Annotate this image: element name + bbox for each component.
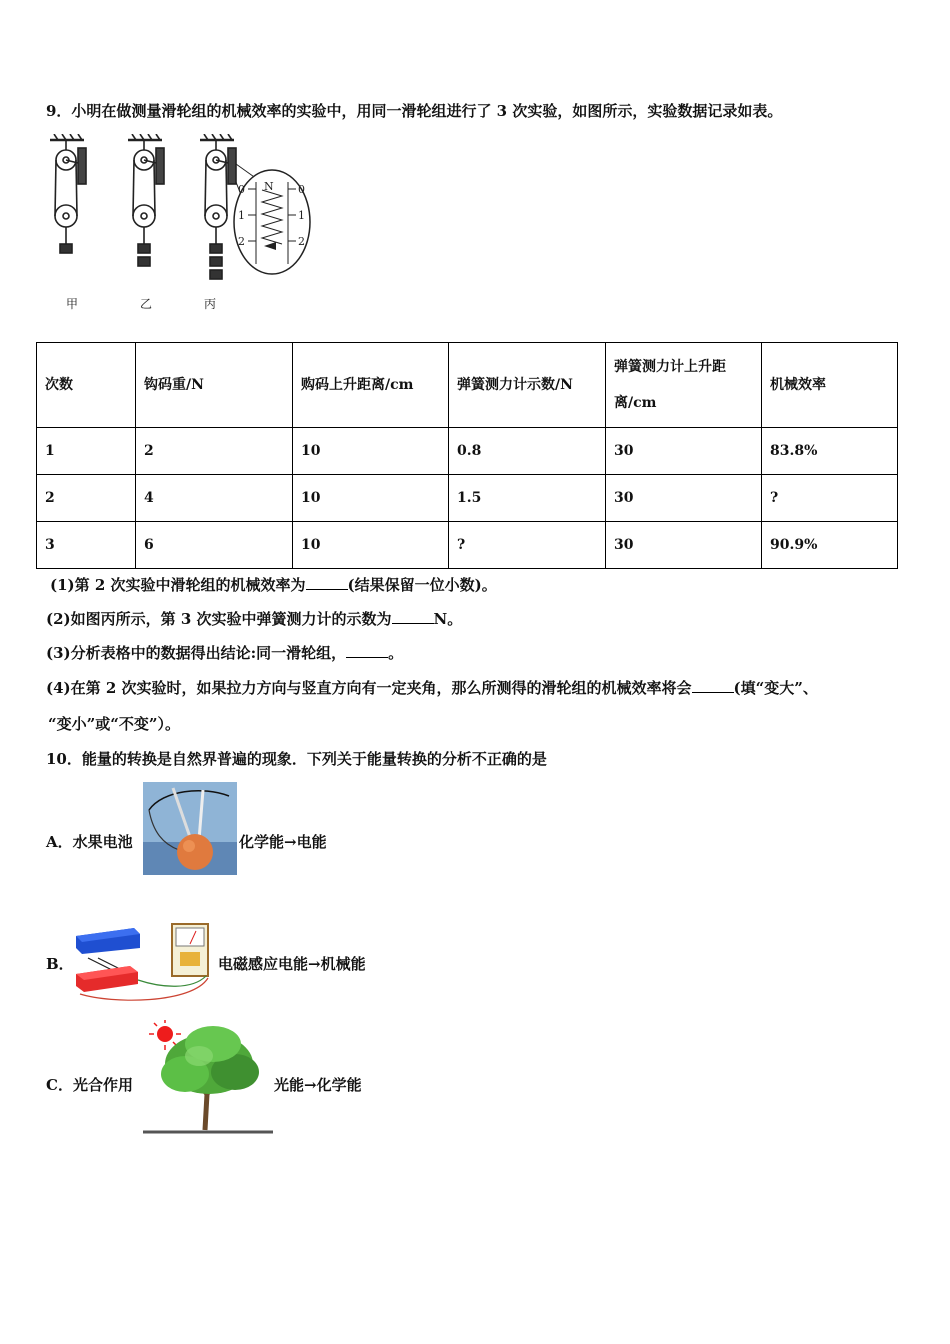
table-header: 弹簧测力计上升距离/cm: [606, 343, 762, 428]
option-b-text: 电磁感应电能→机械能: [218, 955, 366, 973]
sub3-tail: 。: [388, 644, 404, 662]
table-header: 次数: [37, 343, 136, 428]
table-cell: 10: [293, 475, 449, 522]
pulley-figure: [44, 134, 334, 320]
scale-right-1: 1: [298, 209, 305, 222]
q9-sub2: [46, 608, 462, 629]
scale-left-1: 1: [238, 209, 245, 222]
electromagnetic-induction-image: [72, 918, 216, 1004]
table-cell: 2: [37, 475, 136, 522]
tree-sun-image: [143, 1020, 275, 1136]
table-cell: 0.8: [449, 428, 606, 475]
sub1-text: (1)第 2 次实验中滑轮组的机械效率为: [50, 576, 306, 594]
table-cell: 30: [606, 522, 762, 569]
pulley-jia: [50, 134, 86, 253]
option-a-text: 化学能→电能: [239, 833, 327, 851]
fig-label-jia: 甲: [66, 297, 79, 311]
table-cell: 90.9%: [762, 522, 898, 569]
scale-left-2: 2: [238, 235, 245, 248]
table-cell: ?: [449, 522, 606, 569]
sub2-tail: N。: [433, 610, 463, 628]
fig-label-bing: 丙: [204, 297, 217, 311]
sub1-tail: (结果保留一位小数)。: [347, 576, 497, 594]
fruit-battery-image: [143, 782, 237, 875]
option-b-label[interactable]: B．: [46, 955, 74, 973]
table-cell: 2: [136, 428, 293, 475]
table-header: 钩码重/N: [136, 343, 293, 428]
q9-sub3: [46, 642, 403, 663]
table-cell: 1.5: [449, 475, 606, 522]
pulley-yi: [128, 134, 164, 266]
table-cell: 30: [606, 475, 762, 522]
table-row: [37, 522, 898, 569]
option-c-text: 光能→化学能: [274, 1076, 362, 1094]
experiment-table: [36, 342, 898, 569]
q9-title: 9．小明在做测量滑轮组的机械效率的实验中，用同一滑轮组进行了 3 次实验，如图所示，实验数据记录如表。: [46, 102, 783, 120]
q9-sub1: [50, 574, 497, 595]
q9-sub4-line2: “变小”或“不变”）。: [48, 715, 181, 733]
table-cell: 10: [293, 522, 449, 569]
table-row: [37, 428, 898, 475]
table-header: 购码上升距离/cm: [293, 343, 449, 428]
table-cell: 83.8%: [762, 428, 898, 475]
answer-blank[interactable]: [306, 575, 348, 590]
table-header: 机械效率: [762, 343, 898, 428]
q9-sub4: [46, 677, 818, 698]
answer-blank[interactable]: [346, 643, 388, 658]
table-cell: 3: [37, 522, 136, 569]
table-cell: 4: [136, 475, 293, 522]
scale-unit: N: [264, 180, 274, 193]
sub2-text: (2)如图丙所示，第 3 次实验中弹簧测力计的示数为: [46, 610, 392, 628]
q10-title: 10．能量的转换是自然界普遍的现象．下列关于能量转换的分析不正确的是: [46, 750, 547, 768]
table-header: 弹簧测力计示数/N: [449, 343, 606, 428]
sub3-text: (3)分析表格中的数据得出结论:同一滑轮组，: [46, 644, 347, 662]
sub4-text: (4)在第 2 次实验时，如果拉力方向与竖直方向有一定夹角，那么所测得的滑轮组的机械效率将会: [46, 679, 692, 697]
fig-label-yi: 乙: [140, 297, 153, 311]
answer-blank[interactable]: [692, 678, 734, 693]
scale-left-0: 0: [238, 183, 245, 196]
scale-right-0: 0: [298, 183, 305, 196]
answer-blank[interactable]: [392, 609, 434, 624]
scale-right-2: 2: [298, 235, 305, 248]
sub4-tail: (填“变大”、: [733, 679, 818, 697]
table-cell: 30: [606, 428, 762, 475]
table-cell: ?: [762, 475, 898, 522]
tree-icon: [161, 1026, 259, 1130]
table-row: [37, 475, 898, 522]
spring-scale-zoom: [234, 170, 310, 274]
table-header-row: [37, 343, 898, 428]
table-cell: 6: [136, 522, 293, 569]
table-cell: 1: [37, 428, 136, 475]
option-c-label[interactable]: C．光合作用: [46, 1076, 133, 1094]
option-a-label[interactable]: A．水果电池: [46, 833, 133, 851]
table-cell: 10: [293, 428, 449, 475]
